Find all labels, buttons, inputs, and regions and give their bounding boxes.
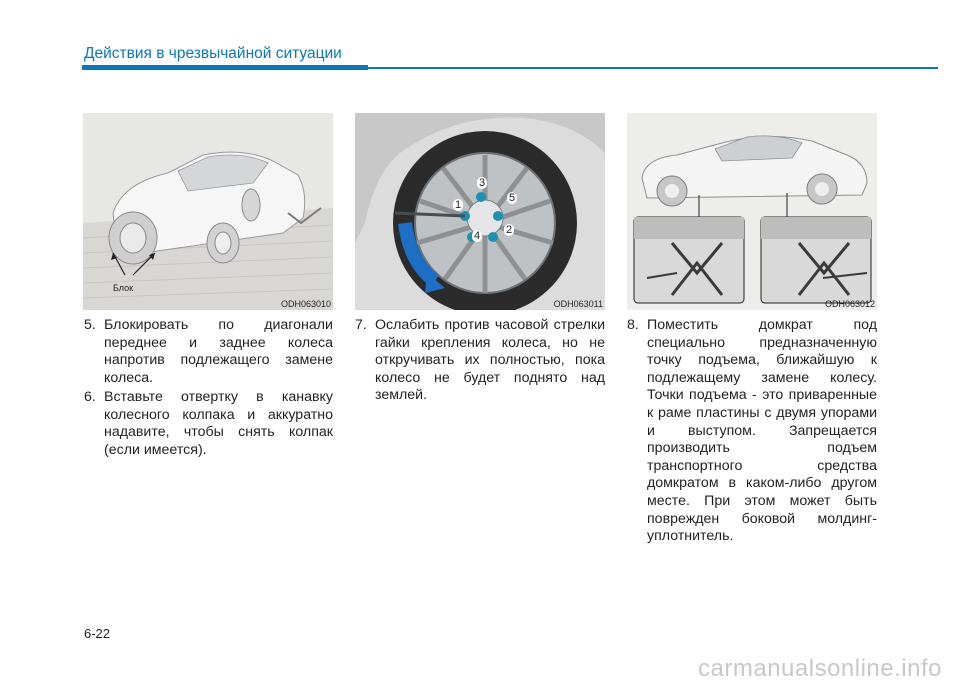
section-title: Действия в чрезвычайной ситуации — [84, 45, 342, 62]
step-number: 8. — [627, 317, 639, 333]
step-text: Блокировать по диагонали переднее и заднее колеса напротив подлежащего замене колеса. — [104, 317, 333, 386]
step-5 — [84, 317, 333, 387]
figure-jack-points — [627, 113, 877, 310]
chock-label: Блок — [113, 283, 134, 293]
header-rule-thin — [368, 67, 938, 69]
watermark[interactable]: carmanualsonline.info — [698, 655, 942, 682]
figure-wheel-nuts — [355, 113, 605, 310]
nut-marker-3: 3 — [479, 177, 486, 189]
figure-code: ODH063010 — [280, 299, 331, 309]
step-number: 7. — [355, 317, 367, 333]
nut-marker-2: 2 — [506, 224, 513, 236]
nut-marker-5: 5 — [509, 192, 516, 204]
step-number: 5. — [84, 317, 96, 333]
step-8 — [627, 317, 877, 546]
jack-illustration — [627, 113, 877, 310]
step-7 — [355, 317, 605, 405]
step-6 — [84, 389, 333, 459]
figure-chocks — [83, 113, 333, 310]
figure-code: ODH063011 — [553, 299, 603, 309]
figure-code: ODH063012 — [824, 299, 875, 309]
step-text: Поместить домкрат под специально предназначенную точку подъема, ближайшую к подлежащему замене колесу. Точки подъема - это приваренные к раме пластины с двумя упорами и выступом. Запрещается производить подъем транспортного средства домкратом в каком-либо другом месте. При этом может быть поврежден боковой молдинг-уплотнитель. — [647, 317, 877, 545]
nut-marker-4: 4 — [474, 230, 481, 242]
step-number: 6. — [84, 389, 96, 405]
chocks-illustration — [83, 113, 333, 310]
page-number: 6-22 — [84, 626, 111, 641]
header-rule-thick — [82, 65, 368, 70]
step-text: Ослабить против часовой стрелки гайки крепления колеса, но не откручивать их полностью, пока колесо не будет поднято над землей. — [375, 317, 605, 404]
wheel-illustration — [355, 113, 605, 310]
nut-marker-1: 1 — [455, 199, 462, 211]
step-text: Вставьте отвертку в канавку колесного колпака и аккуратно надавите, чтобы снять колпак (если имеется). — [104, 389, 333, 458]
